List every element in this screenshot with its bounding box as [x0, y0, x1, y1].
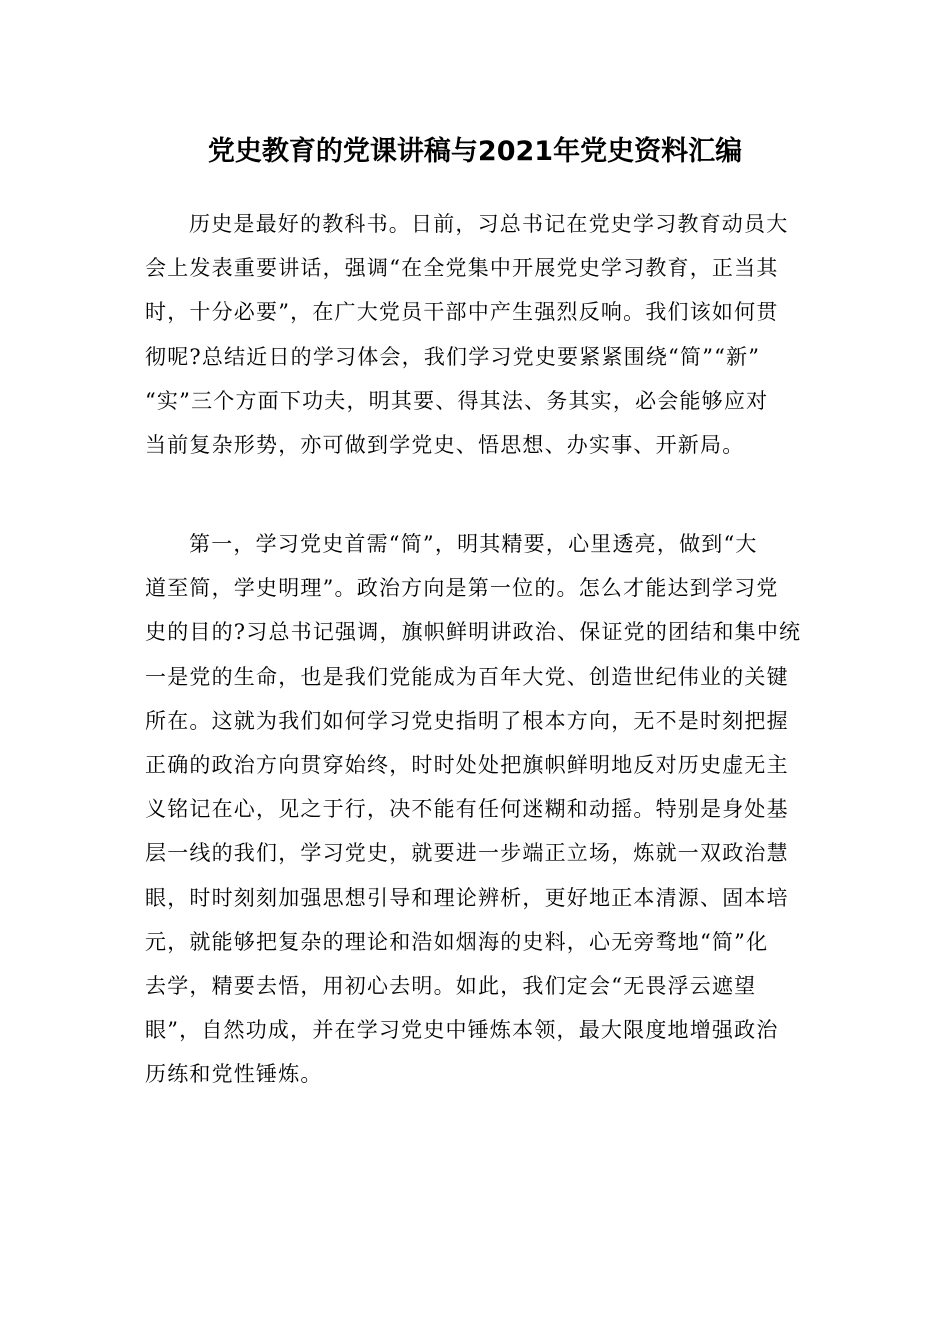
paragraph-line: 史的目的?习总书记强调，旗帜鲜明讲政治、保证党的团结和集中统 [145, 620, 802, 645]
paragraph-line: 时，十分必要”，在广大党员干部中产生强烈反响。我们该如何贯 [145, 300, 779, 325]
paragraph-line: 义铭记在心，见之于行，决不能有任何迷糊和动摇。特别是身处基 [145, 797, 789, 822]
paragraph-1 [145, 202, 805, 467]
paragraph-line: 会上发表重要讲话，强调“在全党集中开展党史学习教育，正当其 [145, 256, 779, 281]
paragraph-line: 正确的政治方向贯穿始终，时时处处把旗帜鲜明地反对历史虚无主 [145, 752, 789, 777]
paragraph-2 [145, 522, 805, 1096]
paragraph-line: 历史是最好的教科书。日前，习总书记在党史学习教育动员大 [189, 212, 789, 236]
paragraph-line: 眼”，自然功成，并在学习党史中锤炼本领，最大限度地增强政治 [145, 1018, 779, 1043]
paragraph-line: “实”三个方面下功夫，明其要、得其法、务其实，必会能够应对 [145, 388, 769, 413]
paragraph-line: 第一，学习党史首需“简”，明其精要，心里透亮，做到“大 [189, 532, 758, 556]
paragraph-line: 彻呢?总结近日的学习体会，我们学习党史要紧紧围绕“简”“新” [145, 344, 761, 369]
paragraph-line: 去学，精要去悟，用初心去明。如此，我们定会“无畏浮云遮望 [145, 973, 757, 998]
paragraph-line: 层一线的我们，学习党史，就要进一步端正立场，炼就一双政治慧 [145, 841, 789, 866]
paragraph-line: 眼，时时刻刻加强思想引导和理论辨析，更好地正本清源、固本培 [145, 885, 789, 910]
paragraph-line: 元，就能够把复杂的理论和浩如烟海的史料，心无旁骛地“简”化 [145, 929, 769, 954]
paragraph-line: 所在。这就为我们如何学习党史指明了根本方向，无不是时刻把握 [145, 708, 789, 733]
document-title: 党史教育的党课讲稿与2021年党史资料汇编 [207, 136, 743, 167]
paragraph-line: 当前复杂形势，亦可做到学党史、悟思想、办实事、开新局。 [145, 432, 745, 457]
paragraph-line: 历练和党性锤炼。 [145, 1062, 323, 1087]
paragraph-line: 一是党的生命，也是我们党能成为百年大党、创造世纪伟业的关键 [145, 664, 789, 689]
paragraph-line: 道至简，学史明理”。政治方向是第一位的。怎么才能达到学习党 [145, 576, 779, 601]
